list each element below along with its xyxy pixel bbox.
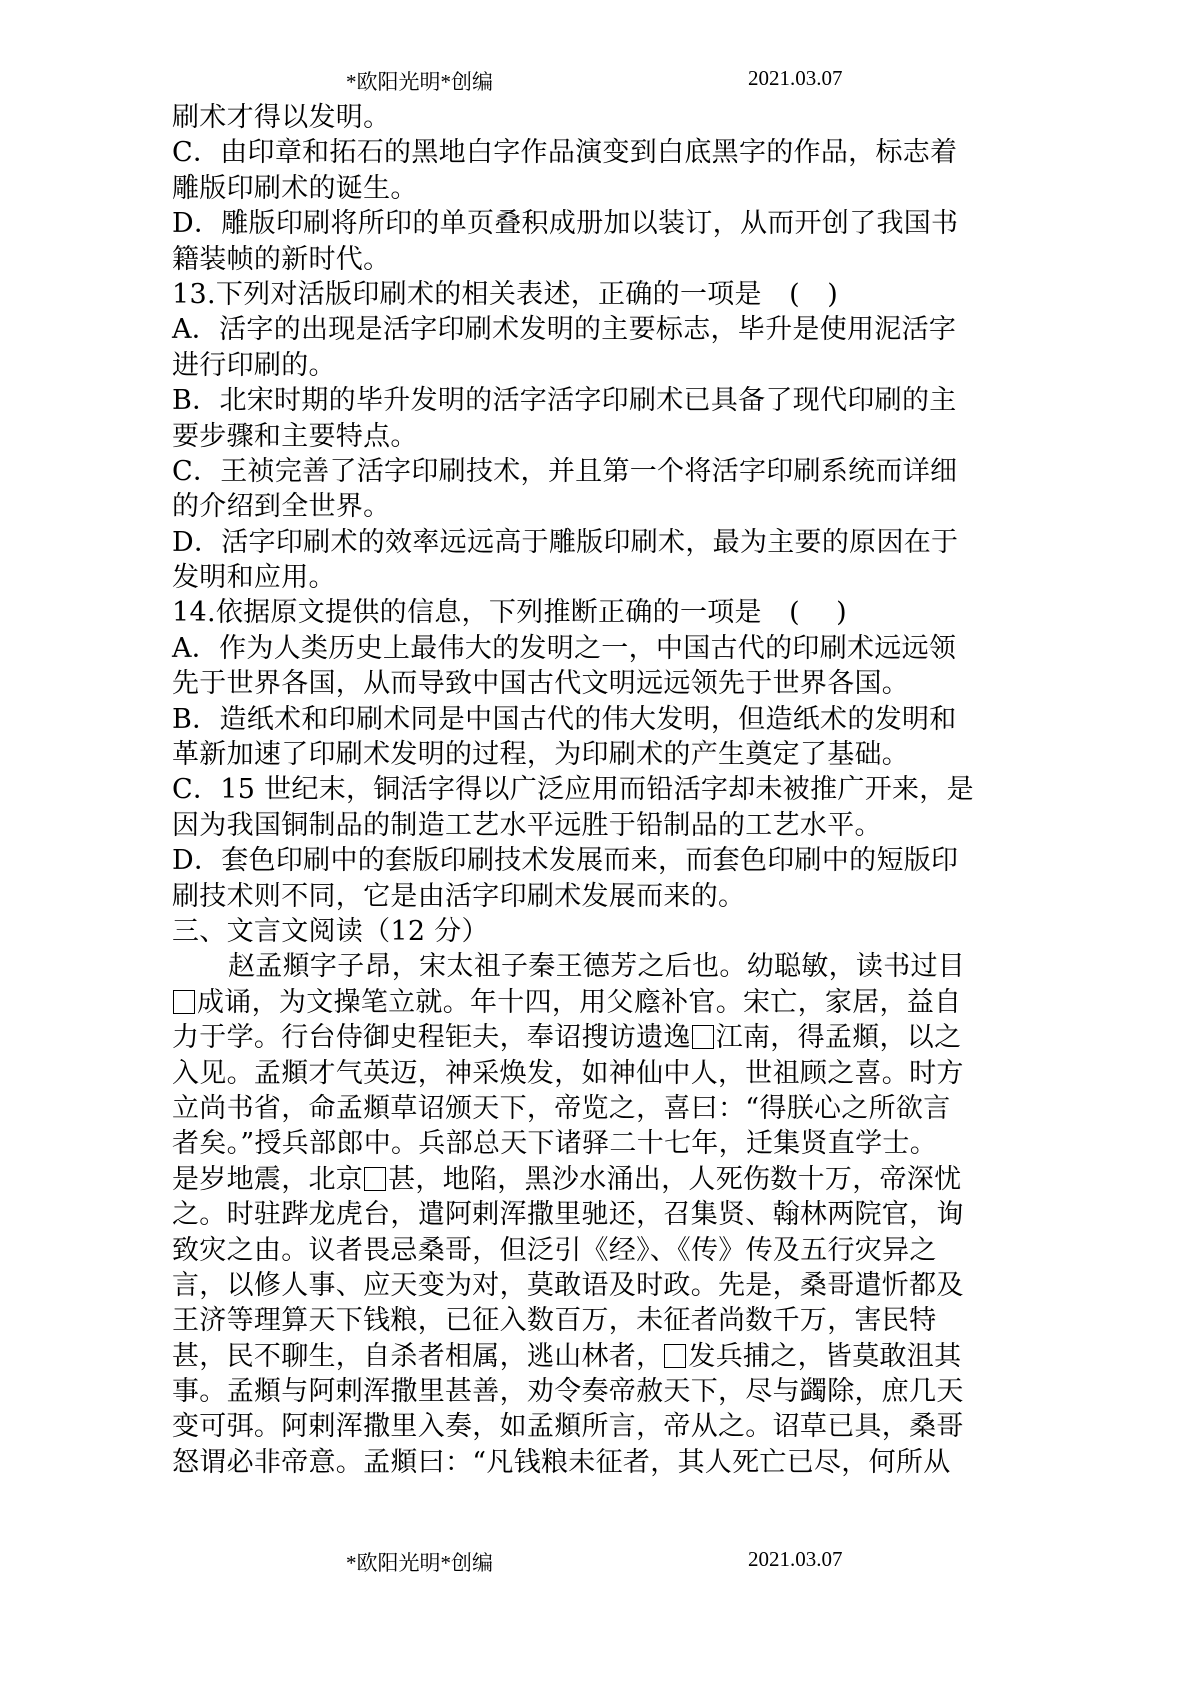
missing-char-box <box>173 990 195 1014</box>
option-d-line: D．雕版印刷将所印的单页叠积成册加以装订，从而开创了我国书 <box>172 208 959 240</box>
text-line: 雕版印刷术的诞生。 <box>172 172 418 204</box>
question-14: 14.依据原文提供的信息，下列推断正确的一项是 ( ) <box>172 597 847 629</box>
missing-char-box <box>692 1025 714 1049</box>
option-b-line: B．北宋时期的毕升发明的活字活字印刷术已具备了现代印刷的主 <box>172 385 957 417</box>
footer-date: 2021.03.07 <box>748 1547 843 1571</box>
passage-text: 甚，民不聊生，自杀者相属，逃山林者， <box>172 1340 664 1372</box>
passage-line: 怒谓必非帝意。孟頫曰：“凡钱粮未征者，其人死亡已尽，何所从 <box>172 1446 951 1478</box>
header-date: 2021.03.07 <box>748 66 843 90</box>
footer-author: *欧阳光明*创编 <box>346 1551 493 1575</box>
missing-char-box <box>664 1344 686 1368</box>
passage-text: 是岁地震，北京 <box>172 1163 364 1195</box>
passage-line: 入见。孟頫才气英迈，神采焕发，如神仙中人，世祖顾之喜。时方 <box>172 1057 964 1089</box>
option-c-line: C．15 世纪末，铜活字得以广泛应用而铅活字却未被推广开来，是 <box>172 774 974 806</box>
passage-line: 事。孟頫与阿剌浑撒里甚善，劝令奏帝赦天下，尽与蠲除，庶几天 <box>172 1376 964 1408</box>
passage-line: 言，以修人事、应天变为对，莫敢语及时政。先是，桑哥遣忻都及 <box>172 1269 964 1301</box>
option-d-line: D．活字印刷术的效率远远高于雕版印刷术，最为主要的原因在于 <box>172 526 959 558</box>
option-a-line: A．活字的出现是活字印刷术发明的主要标志，毕升是使用泥活字 <box>172 314 957 346</box>
passage-line <box>172 1020 1032 1055</box>
text-line: 籍装帧的新时代。 <box>172 243 391 275</box>
passage-line <box>172 1339 1032 1374</box>
document-body <box>172 100 1032 1480</box>
text-line: 先于世界各国，从而导致中国古代文明远远领先于世界各国。 <box>172 668 910 700</box>
option-c-line: C．由印章和拓石的黑地白字作品演变到白底黑字的作品，标志着 <box>172 137 958 169</box>
text-line: 的介绍到全世界。 <box>172 491 391 523</box>
passage-text: 江南，得孟頫，以之 <box>715 1022 962 1054</box>
missing-char-box <box>364 1167 386 1191</box>
option-d-line: D．套色印刷中的套版印刷技术发展而来，而套色印刷中的短版印 <box>172 845 959 877</box>
text-line: 因为我国铜制品的制造工艺水平远胜于铅制品的工艺水平。 <box>172 809 882 841</box>
text-line: 刷术才得以发明。 <box>172 102 391 133</box>
passage-line <box>172 1162 1032 1197</box>
header-author: *欧阳光明*创编 <box>346 70 493 94</box>
section-heading: 三、文言文阅读（12 分） <box>172 915 489 947</box>
option-b-line: B．造纸术和印刷术同是中国古代的伟大发明，但造纸术的发明和 <box>172 703 957 735</box>
passage-line: 王济等理算天下钱粮，已征入数百万，未征者尚数千万，害民特 <box>172 1305 937 1337</box>
passage-text: 成诵，为文操笔立就。年十四，用父廕补官。宋亡，家居，益自 <box>197 986 962 1018</box>
passage-line: 立尚书省，命孟頫草诏颁天下，帝览之，喜曰：“得朕心之所欲言 <box>172 1092 951 1124</box>
passage-line: 致灾之由。议者畏忌桑哥，但泛引《经》、《传》传及五行灾异之 <box>172 1234 937 1266</box>
text-line: 进行印刷的。 <box>172 349 336 381</box>
passage-text: 发兵捕之，皆莫敢沮其 <box>688 1340 962 1372</box>
passage-text: 甚，地陷，黑沙水涌出，人死伤数十万，帝深忧 <box>388 1163 962 1195</box>
passage-line: 之。时驻跸龙虎台，遣阿剌浑撒里驰还，召集贤、翰林两院官，询 <box>172 1199 964 1231</box>
question-13: 13.下列对活版印刷术的相关表述，正确的一项是 ( ) <box>172 278 839 310</box>
page-footer <box>0 1547 1191 1577</box>
text-line: 要步骤和主要特点。 <box>172 420 418 452</box>
page-header <box>0 66 1191 96</box>
passage-line: 变可弭。阿剌浑撒里入奏，如孟頫所言，帝从之。诏草已具，桑哥 <box>172 1411 964 1443</box>
text-line: 发明和应用。 <box>172 562 336 594</box>
text-line: 革新加速了印刷术发明的过程，为印刷术的产生奠定了基础。 <box>172 739 910 771</box>
passage-line <box>172 985 1032 1020</box>
option-a-line: A．作为人类历史上最伟大的发明之一，中国古代的印刷术远远领 <box>172 632 957 664</box>
text-line: 刷技术则不同，它是由活字印刷术发展而来的。 <box>172 880 746 912</box>
passage-text: 力于学。行台侍御史程钜夫，奉诏搜访遗逸 <box>172 1022 691 1054</box>
passage-line: 者矣。”授兵部郎中。兵部总天下诸驿二十七年，迁集贤直学士。 <box>172 1128 938 1160</box>
option-c-line: C．王祯完善了活字印刷技术，并且第一个将活字印刷系统而详细 <box>172 455 958 487</box>
passage-line: 赵孟頫字子昂，宋太祖子秦王德芳之后也。幼聪敏，读书过目 <box>228 951 966 983</box>
